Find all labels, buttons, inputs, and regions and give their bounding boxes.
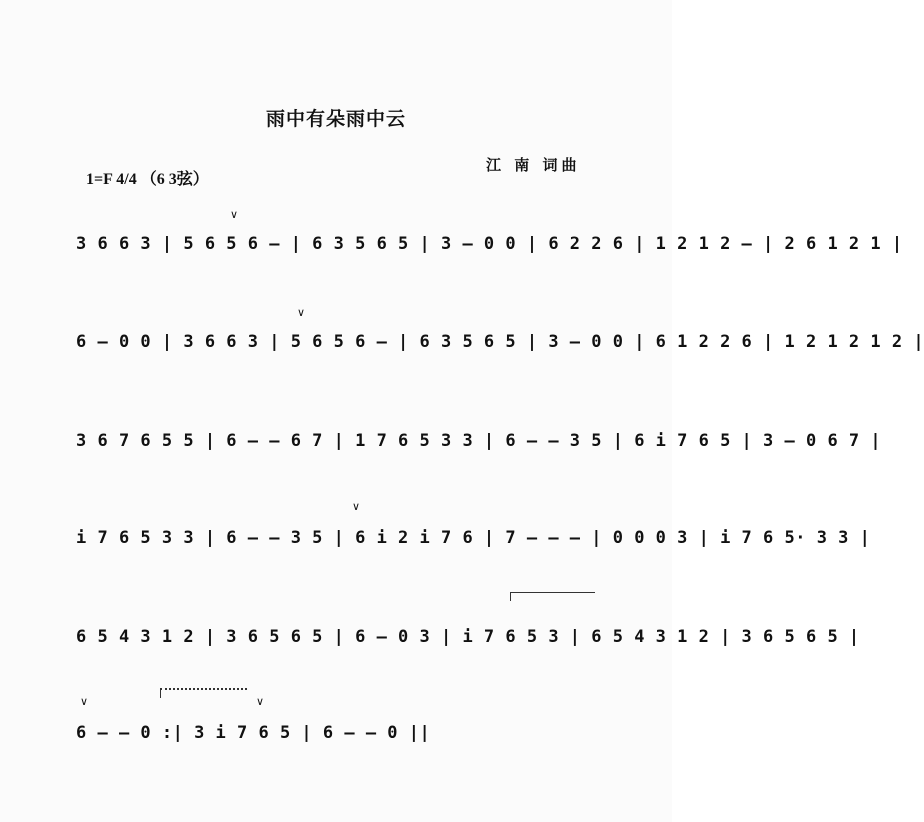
author-credit: 江 南 词曲 (486, 156, 581, 174)
bow-up-icon: ∨ (352, 500, 361, 513)
bow-up-icon: ∨ (230, 208, 239, 221)
bow-up-icon: ∨ (80, 695, 89, 708)
score-line-4: i 7 6 5 3 3 | 6 – – 3 5 | 6 i 2 i 7 6 | 7 – – – | 0 0 0 3 | i 7 6 5· 3 3 | (76, 528, 871, 548)
bow-up-icon: ∨ (297, 306, 306, 319)
bow-up-icon: ∨ (256, 695, 265, 708)
score-line-6: 6 – – 0 :| 3 i 7 6 5 | 6 – – 0 || (76, 723, 431, 743)
key-signature: 1=F 4/4 （6 3弦） (86, 171, 209, 188)
volta-bracket-2 (160, 688, 247, 698)
song-title: 雨中有朵雨中云 (265, 108, 406, 130)
volta-bracket-1 (510, 592, 595, 601)
score-line-1: 3 6 6 3 | 5 6 5 6 – | 6 3 5 6 5 | 3 – 0 0 | 6 2 2 6 | 1 2 1 2 – | 2 6 1 2 1 | (76, 234, 903, 254)
score-line-2: 6 – 0 0 | 3 6 6 3 | 5 6 5 6 – | 6 3 5 6 5 | 3 – 0 0 | 6 1 2 2 6 | 1 2 1 2 1 2 | (76, 332, 924, 352)
score-line-3: 3 6 7 6 5 5 | 6 – – 6 7 | 1 7 6 5 3 3 | 6 – – 3 5 | 6 i 7 6 5 | 3 – 0 6 7 | (76, 431, 882, 451)
score-line-5: 6 5 4 3 1 2 | 3 6 5 6 5 | 6 – 0 3 | i 7 6 5 3 | 6 5 4 3 1 2 | 3 6 5 6 5 | (76, 627, 860, 647)
